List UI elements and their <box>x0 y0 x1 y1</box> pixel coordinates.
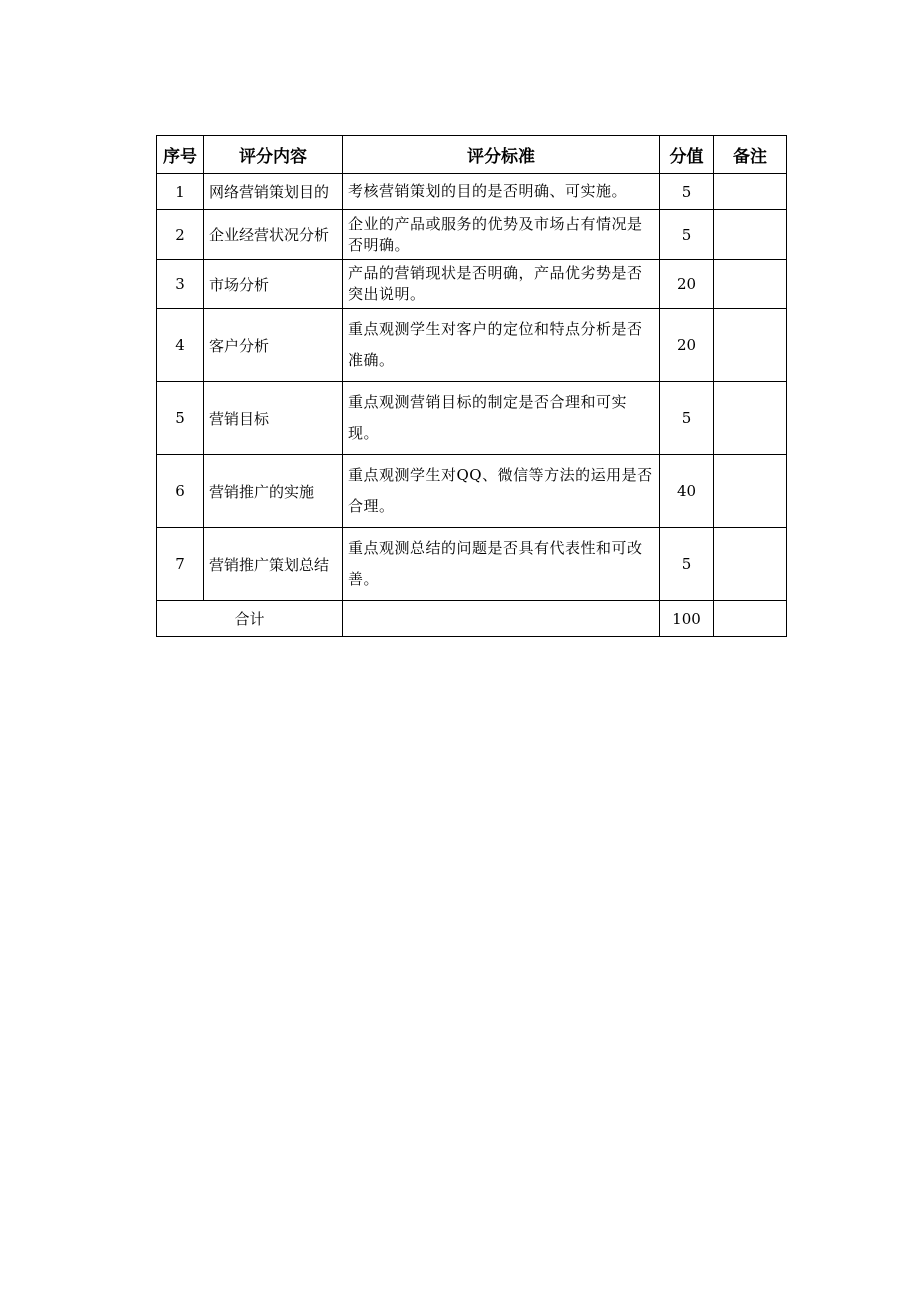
total-row <box>157 601 787 637</box>
table-row <box>157 309 787 382</box>
header-score: 分值 <box>660 136 714 174</box>
row-score: 5 <box>660 528 714 601</box>
header-remark: 备注 <box>714 136 787 174</box>
row-item: 企业经营状况分析 <box>204 210 343 260</box>
total-score: 100 <box>660 601 714 637</box>
row-remark <box>714 174 787 210</box>
row-score: 5 <box>660 210 714 260</box>
row-score: 40 <box>660 455 714 528</box>
row-remark <box>714 455 787 528</box>
table-row <box>157 174 787 210</box>
row-no: 6 <box>157 455 204 528</box>
row-no: 1 <box>157 174 204 210</box>
row-standard: 重点观测学生对QQ、微信等方法的运用是否合理。 <box>343 455 660 528</box>
row-score: 5 <box>660 382 714 455</box>
table-row <box>157 382 787 455</box>
row-no: 3 <box>157 260 204 309</box>
table-row <box>157 455 787 528</box>
row-remark <box>714 260 787 309</box>
row-item: 营销推广的实施 <box>204 455 343 528</box>
header-item: 评分内容 <box>204 136 343 174</box>
row-score: 5 <box>660 174 714 210</box>
row-remark <box>714 309 787 382</box>
row-item: 市场分析 <box>204 260 343 309</box>
row-item: 营销目标 <box>204 382 343 455</box>
total-label: 合计 <box>157 601 343 637</box>
header-no: 序号 <box>157 136 204 174</box>
row-standard: 产品的营销现状是否明确，产品优劣势是否突出说明。 <box>343 260 660 309</box>
row-no: 2 <box>157 210 204 260</box>
row-no: 7 <box>157 528 204 601</box>
row-score: 20 <box>660 309 714 382</box>
row-score: 20 <box>660 260 714 309</box>
header-standard: 评分标准 <box>343 136 660 174</box>
row-item: 营销推广策划总结 <box>204 528 343 601</box>
scoring-table <box>156 135 787 637</box>
table-row <box>157 210 787 260</box>
row-remark <box>714 528 787 601</box>
total-standard <box>343 601 660 637</box>
row-no: 5 <box>157 382 204 455</box>
table-row <box>157 260 787 309</box>
total-remark <box>714 601 787 637</box>
row-remark <box>714 210 787 260</box>
row-standard: 重点观测学生对客户的定位和特点分析是否准确。 <box>343 309 660 382</box>
header-row <box>157 136 787 174</box>
row-standard: 企业的产品或服务的优势及市场占有情况是否明确。 <box>343 210 660 260</box>
row-standard: 重点观测总结的问题是否具有代表性和可改善。 <box>343 528 660 601</box>
row-remark <box>714 382 787 455</box>
row-standard: 考核营销策划的目的是否明确、可实施。 <box>343 174 660 210</box>
row-standard: 重点观测营销目标的制定是否合理和可实现。 <box>343 382 660 455</box>
row-item: 网络营销策划目的 <box>204 174 343 210</box>
row-no: 4 <box>157 309 204 382</box>
row-item: 客户分析 <box>204 309 343 382</box>
table-row <box>157 528 787 601</box>
